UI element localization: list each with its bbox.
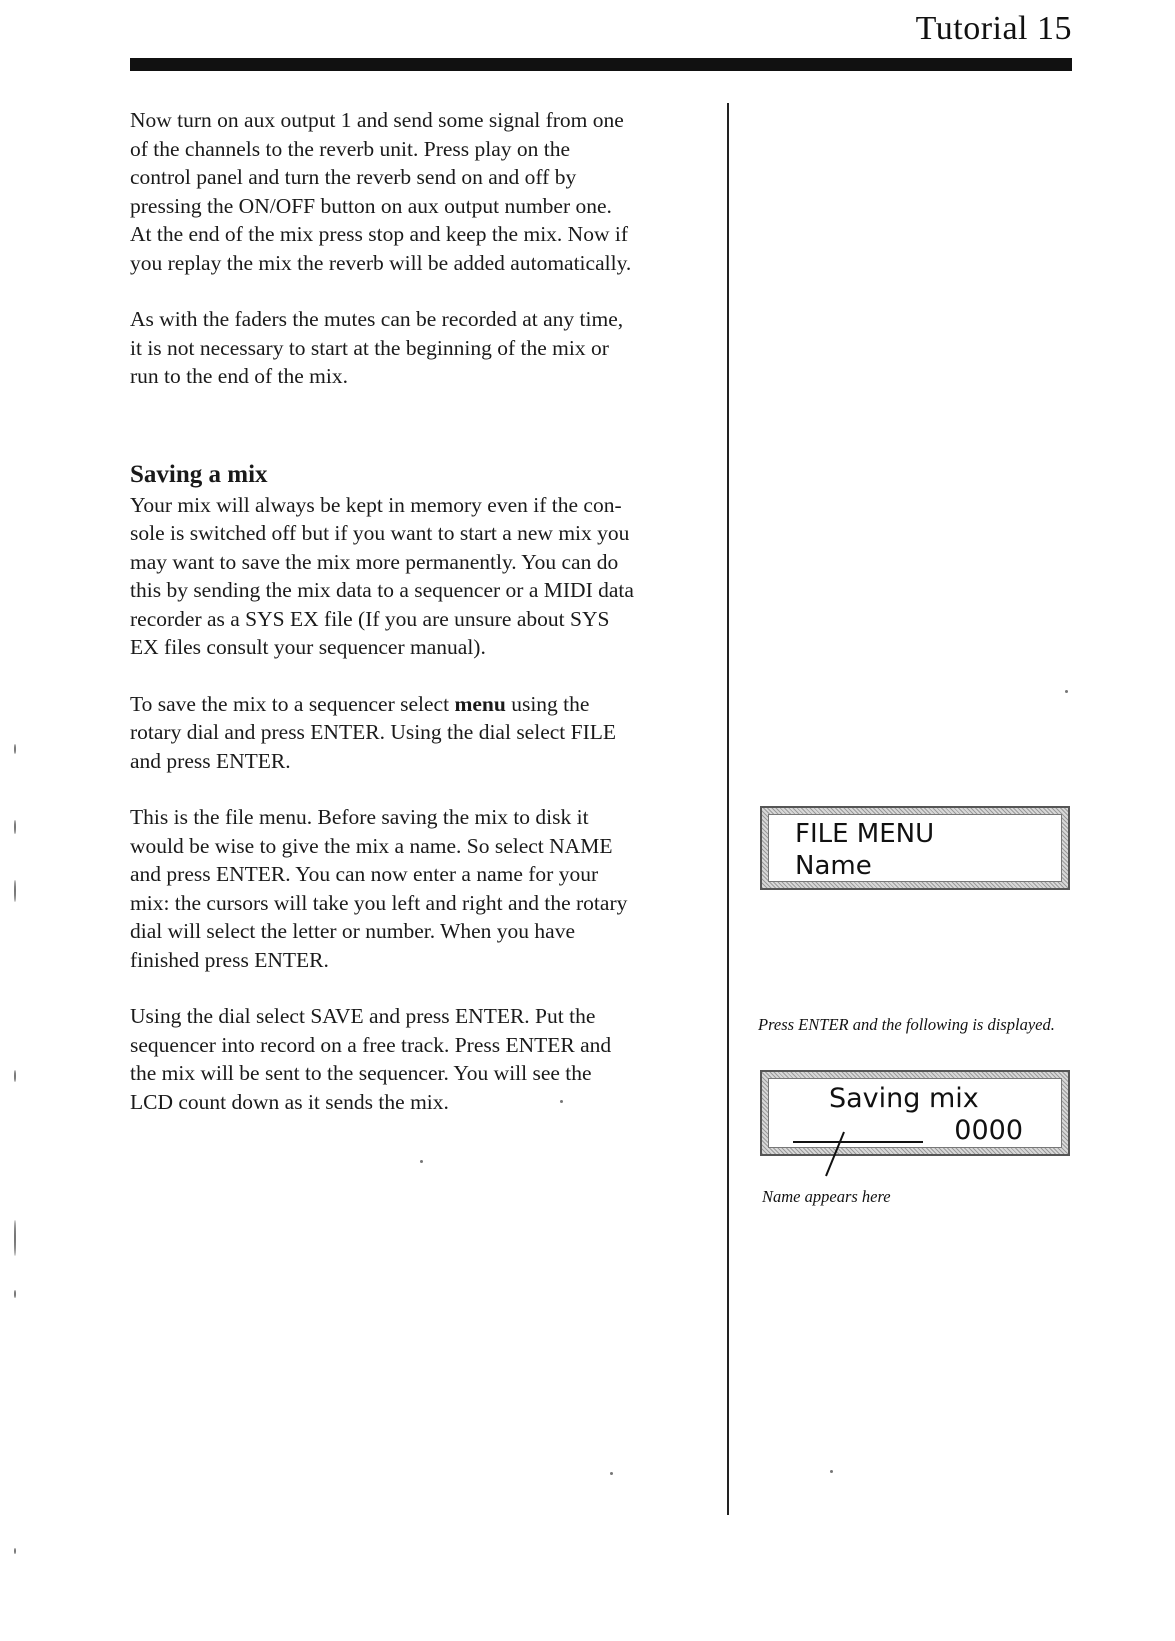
- text-line: would be wise to give the mix a name. So select NAME: [130, 833, 613, 858]
- text-line: of the channels to the reverb unit. Press play on the: [130, 136, 571, 161]
- text-line: recorder as a SYS EX file (If you are unsure about SYS: [130, 606, 610, 631]
- text-line: Now turn on aux output 1 and send some signal from one: [130, 108, 624, 132]
- scan-speck: [1065, 690, 1068, 693]
- scan-speck: [14, 744, 16, 754]
- caption-name-appears: Name appears here: [762, 1187, 891, 1206]
- text-fragment: using the: [505, 691, 590, 716]
- text-line: rotary dial and press ENTER. Using the dial select FILE: [130, 720, 617, 744]
- page-header-title: Tutorial 15: [915, 10, 1072, 47]
- text-line: sole is switched off but if you want to start a new mix you: [130, 521, 630, 545]
- text-line: it is not necessary to start at the beginning of the mix or: [130, 335, 609, 360]
- main-text-column: [130, 106, 710, 1116]
- lcd-file-menu: [760, 806, 1070, 890]
- text-line: As with the faders the mutes can be recorded at any time,: [130, 307, 624, 331]
- paragraph-aux-output: [130, 106, 710, 277]
- scan-speck: [14, 880, 16, 902]
- text-line: and press ENTER. You can now enter a name for your: [130, 862, 599, 886]
- paragraph-select-menu: [130, 690, 710, 776]
- text-line: pressing the ON/OFF button on aux output number one.: [130, 193, 612, 218]
- text-line: mix: the cursors will take you left and right and the rotary: [130, 890, 628, 915]
- scan-speck: [14, 1548, 16, 1554]
- text-line: This is the file menu. Before saving the mix to disk it: [130, 805, 589, 829]
- text-line: you replay the mix the reverb will be added automatically.: [130, 250, 632, 275]
- name-placeholder-line: [793, 1141, 923, 1143]
- scan-speck: [14, 1070, 16, 1082]
- lcd-screen: [768, 1078, 1062, 1148]
- text-line: finished press ENTER.: [130, 947, 329, 972]
- paragraph-memory: [130, 491, 710, 662]
- lcd-line-1: Saving mix: [829, 1083, 979, 1114]
- scan-speck: [420, 1160, 423, 1163]
- lcd-screen: [768, 814, 1062, 882]
- text-line: Your mix will always be kept in memory even if the con-: [130, 492, 622, 517]
- paragraph-save: [130, 1002, 710, 1116]
- scan-speck: [560, 1100, 563, 1103]
- scan-speck: [14, 1290, 16, 1298]
- section-heading: Saving a mix: [130, 460, 268, 488]
- text-line: Using the dial select SAVE and press ENTER. Put the: [130, 1004, 596, 1028]
- text-line: and press ENTER.: [130, 748, 291, 773]
- scan-speck: [14, 820, 16, 834]
- lcd-saving-mix: [760, 1070, 1070, 1156]
- text-line: [130, 690, 710, 719]
- text-line: the mix will be sent to the sequencer. You will see the: [130, 1061, 592, 1085]
- text-line: run to the end of the mix.: [130, 364, 348, 388]
- paragraph-file-menu: [130, 803, 710, 974]
- text-line: EX files consult your sequencer manual).: [130, 635, 486, 659]
- lcd-line-2: Name: [795, 851, 872, 881]
- scan-speck: [610, 1472, 613, 1475]
- pointer-line: [822, 1130, 852, 1180]
- text-line: control panel and turn the reverb send on and off by: [130, 165, 577, 189]
- lcd-counter: 0000: [954, 1115, 1023, 1146]
- text-line: LCD count down as it sends the mix.: [130, 1089, 449, 1114]
- caption-press-enter: Press ENTER and the following is displayed.: [758, 1015, 1055, 1034]
- text-line: At the end of the mix press stop and keep the mix. Now if: [130, 222, 628, 246]
- scan-speck: [830, 1470, 833, 1473]
- keyword-menu: menu: [454, 691, 506, 716]
- text-line: this by sending the mix data to a sequencer or a MIDI data: [130, 578, 634, 602]
- text-line: sequencer into record on a free track. Press ENTER and: [130, 1032, 612, 1057]
- scan-speck: [14, 1220, 16, 1256]
- lcd-line-1: FILE MENU: [795, 819, 935, 849]
- text-line: may want to save the mix more permanently. You can do: [130, 549, 619, 574]
- paragraph-mutes: [130, 305, 710, 391]
- text-fragment: To save the mix to a sequencer select: [130, 691, 455, 716]
- header-rule: [130, 58, 1072, 71]
- column-divider: [727, 103, 729, 1515]
- text-line: dial will select the letter or number. When you have: [130, 919, 575, 943]
